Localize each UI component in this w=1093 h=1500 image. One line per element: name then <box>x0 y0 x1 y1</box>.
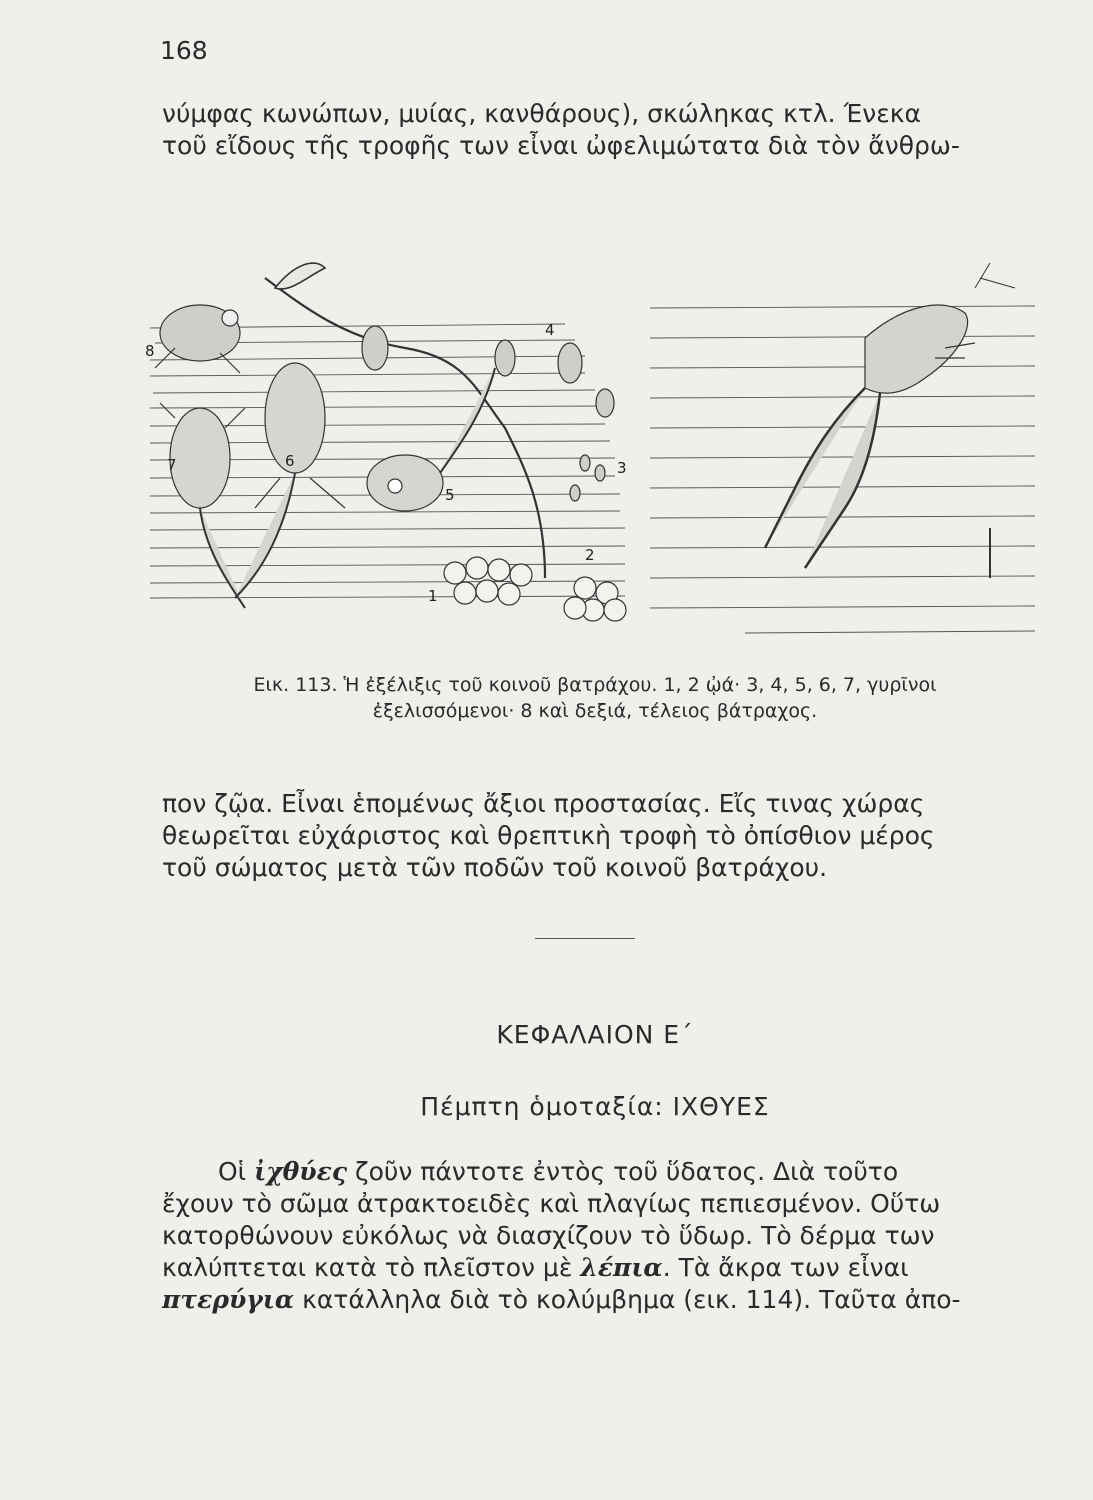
figure-label-7: 7 <box>167 456 177 474</box>
tadpole-5 <box>367 368 495 511</box>
caption-line: ἐξελισσόμενοι· 8 καὶ δεξιά, τέλειος βάτραχος. <box>372 700 818 722</box>
caption-line: Εικ. 113. Ἡ ἐξέλιξις τοῦ κοινοῦ βατράχου. 1, 2 ᾠά· 3, 4, 5, 6, 7, γυρῖνοι <box>253 674 937 696</box>
figure-label-1: 1 <box>428 587 438 605</box>
term-ichthyes: ἰχθύες <box>254 1157 348 1186</box>
text-line: Οἱ ἰχθύες ζοῦν πάντοτε ἐντὸς τοῦ ὕδατος. Διὰ τοῦτο <box>218 1157 899 1186</box>
page-number: 168 <box>160 36 208 65</box>
section-divider <box>535 938 635 939</box>
right-panel-hatching <box>650 306 1035 633</box>
frog-adult-small <box>155 305 240 373</box>
text-line: ἔχουν τὸ σῶμα ἀτρακτοειδὲς καὶ πλαγίως πεπιεσμένον. Οὕτω <box>162 1189 941 1218</box>
figure-label-2: 2 <box>585 546 595 564</box>
text-line: τοῦ εἴδους τῆς τροφῆς των εἶναι ὠφελιμώτατα διὰ τὸν ἄνθρω- <box>162 131 960 160</box>
paragraph-top <box>162 98 1030 162</box>
chapter-subtitle: Πέμπτη ὁμοταξία: ΙΧΘΥΕΣ <box>420 1092 770 1121</box>
term-lepia: λέπια <box>580 1253 663 1282</box>
figure-caption <box>160 672 1030 724</box>
froglet-7 <box>160 403 245 608</box>
text-line: καλύπτεται κατὰ τὸ πλεῖστον μὲ λέπια. Τὰ ἄκρα των εἶναι <box>162 1253 909 1282</box>
paragraph-middle <box>162 788 1030 884</box>
term-pterygia: πτερύγια <box>162 1285 295 1314</box>
text-line: πον ζῷα. Εἶναι ἑπομένως ἄξιοι προστασίας. Εἴς τινας χώρας <box>162 789 925 818</box>
figure-label-3: 3 <box>617 459 627 477</box>
figure-label-4: 4 <box>545 321 555 339</box>
text-line: νύμφας κωνώπων, μυίας, κανθάρους), σκώληκας κτλ. Ένεκα <box>162 99 921 128</box>
egg-mass <box>444 557 626 621</box>
figure-label-8: 8 <box>145 342 155 360</box>
figure-label-6: 6 <box>285 452 295 470</box>
plant-leaf <box>275 263 325 289</box>
frog-adult-jumping <box>765 263 1015 568</box>
tadpole-6 <box>235 363 345 598</box>
chapter-title: ΚΕΦΑΛΑΙΟΝ Ε΄ <box>496 1020 694 1049</box>
frog-lifecycle-figure <box>145 248 1037 643</box>
text-line: κατορθώνουν εὐκόλως νὰ διασχίζουν τὸ ὕδωρ. Τὸ δέρμα των <box>162 1221 935 1250</box>
figure-label-5: 5 <box>445 486 455 504</box>
figure-illustration <box>145 248 1037 643</box>
paragraph-bottom <box>162 1156 1030 1316</box>
text-line: θεωρεῖται εὐχάριστος καὶ θρεπτικὴ τροφὴ τὸ ὀπίσθιον μέρος <box>162 821 935 850</box>
text-line: τοῦ σώματος μετὰ τῶν ποδῶν τοῦ κοινοῦ βατράχου. <box>162 853 828 882</box>
text-line: πτερύγια κατάλληλα διὰ τὸ κολύμβημα (εικ. 114). Ταῦτα ἀπο- <box>162 1285 961 1314</box>
